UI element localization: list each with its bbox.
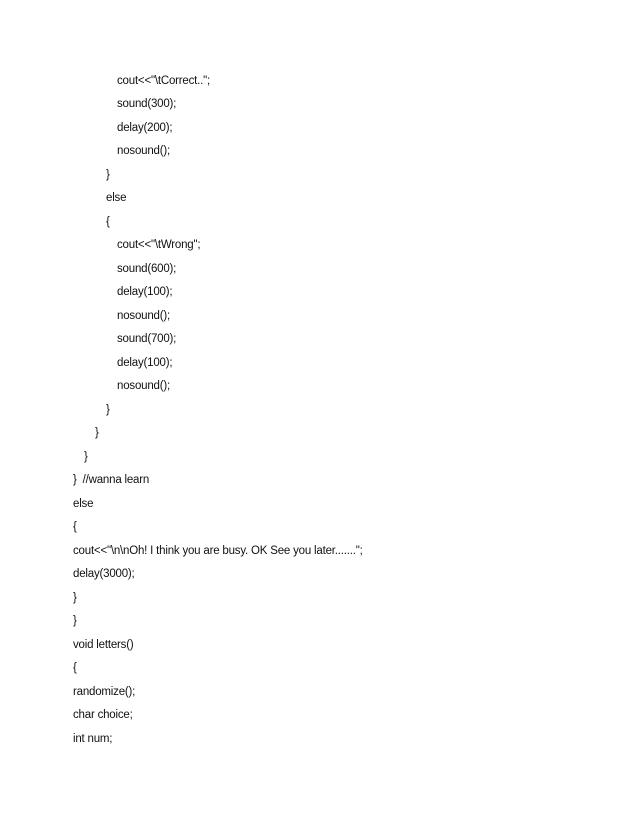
code-line: { — [73, 521, 77, 533]
code-line: } — [73, 615, 77, 627]
code-line: char choice; — [73, 709, 133, 721]
code-line: } — [84, 451, 88, 463]
code-line: sound(600); — [117, 263, 177, 275]
code-line: sound(300); — [117, 98, 177, 110]
code-line: else — [106, 192, 127, 204]
code-line: } — [106, 169, 110, 181]
code-line: { — [73, 662, 77, 674]
code-line: } — [95, 427, 99, 439]
code-line: void letters() — [73, 639, 134, 651]
code-line: else — [73, 498, 94, 510]
code-line: } — [73, 592, 77, 604]
code-line: delay(100); — [117, 286, 173, 298]
code-line: delay(100); — [117, 357, 173, 369]
code-line: cout<<"\tCorrect.."; — [117, 75, 211, 87]
code-line: randomize(); — [73, 686, 136, 698]
code-line: delay(200); — [117, 122, 173, 134]
code-line: cout<<"\n\nOh! I think you are busy. OK See you later......."; — [73, 545, 363, 557]
code-line: int num; — [73, 733, 113, 745]
code-line: sound(700); — [117, 333, 177, 345]
code-line: } — [106, 404, 110, 416]
code-line: cout<<"\tWrong"; — [117, 239, 201, 251]
code-line: nosound(); — [117, 145, 170, 157]
code-line: nosound(); — [117, 380, 170, 392]
code-line: nosound(); — [117, 310, 170, 322]
code-line: } //wanna learn — [73, 474, 150, 486]
code-line: delay(3000); — [73, 568, 135, 580]
code-line: { — [106, 216, 110, 228]
